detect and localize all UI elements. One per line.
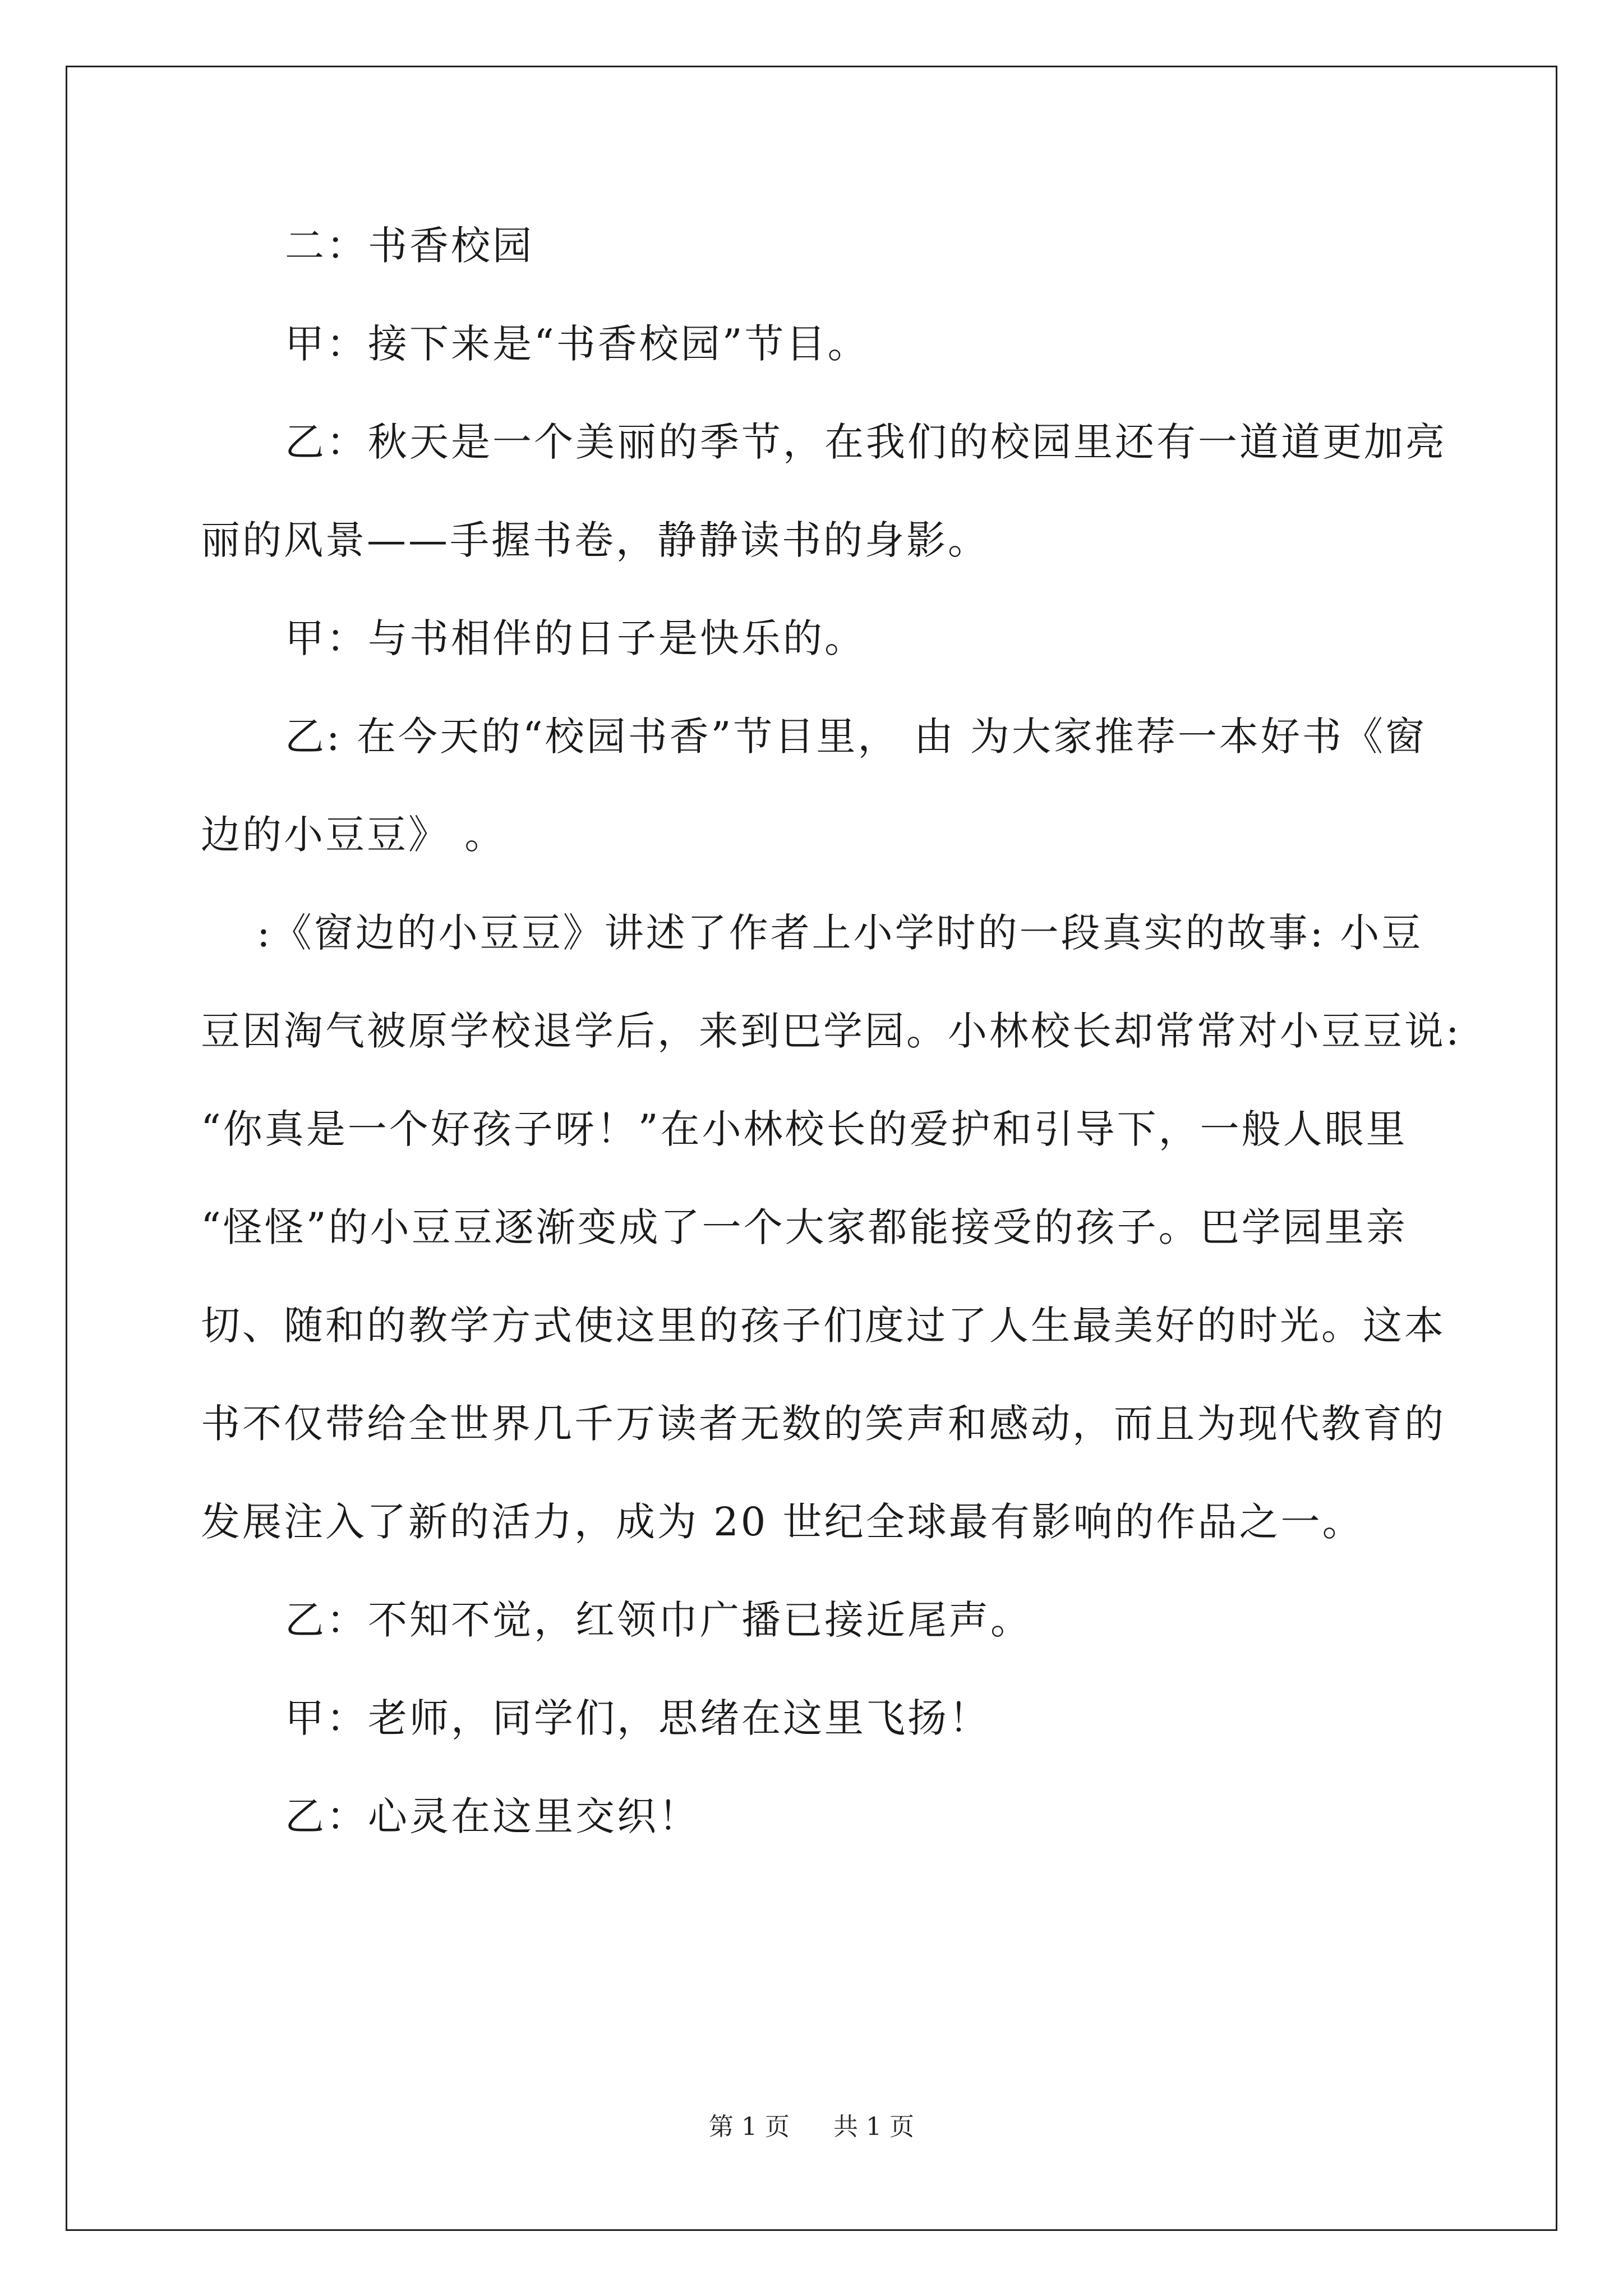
paragraph-line: “你真是一个好孩子呀！”在小林校长的爱护和引导下，一般人眼里 (201, 1106, 1408, 1152)
page-total: 共 1 页 (833, 2113, 914, 2141)
paragraph-line: 丽的风景——手握书卷，静静读书的身影。 (201, 517, 989, 563)
paragraph-line: 乙: 在今天的“校园书香”节目里， 由 为大家推荐一本好书《窗 (285, 714, 1427, 760)
paragraph-line: :《窗边的小豆豆》讲述了作者上小学时的一段真实的故事: 小豆 (257, 910, 1423, 956)
section-heading: 二：书香校园 (285, 223, 534, 269)
paragraph-line: 豆因淘气被原学校退学后，来到巴学园。小林校长却常常对小豆豆说: (201, 1008, 1461, 1054)
paragraph-line: 边的小豆豆》 。 (201, 812, 506, 858)
page-number: 第 1 页 (709, 2113, 790, 2141)
paragraph-line: “怪怪”的小豆豆逐渐变成了一个大家都能接受的孩子。巴学园里亲 (201, 1204, 1408, 1250)
paragraph-line: 发展注入了新的活力，成为 20 世纪全球最有影响的作品之一。 (201, 1499, 1364, 1545)
paragraph-line: 甲：老师，同学们，思绪在这里飞扬！ (285, 1695, 990, 1741)
paragraph-line: 甲：与书相伴的日子是快乐的。 (285, 615, 866, 661)
paragraph-line: 甲：接下来是“书香校园”节目。 (285, 321, 869, 367)
paragraph-line: 乙：不知不觉，红领巾广播已接近尾声。 (285, 1597, 1032, 1643)
paragraph-line: 乙：心灵在这里交织！ (285, 1793, 700, 1839)
page-footer (0, 2106, 1623, 2142)
paragraph-line: 乙：秋天是一个美丽的季节，在我们的校园里还有一道道更加亮 (285, 419, 1447, 465)
paragraph-line: 书不仅带给全世界几千万读者无数的笑声和感动，而且为现代教育的 (201, 1401, 1446, 1447)
paragraph-line: 切、随和的教学方式使这里的孩子们度过了人生最美好的时光。这本 (201, 1303, 1446, 1349)
